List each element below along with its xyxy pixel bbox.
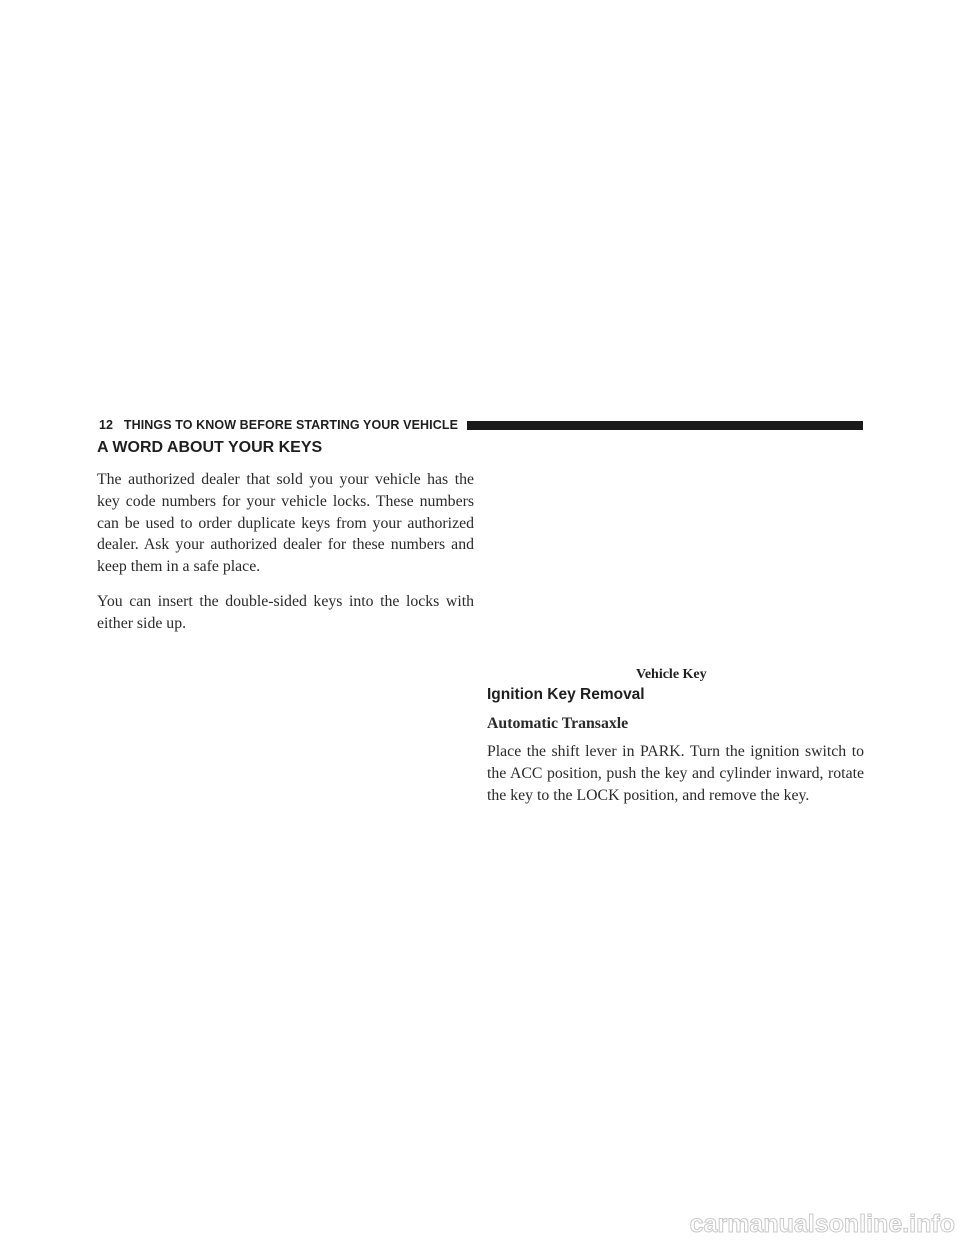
right-column (487, 741, 864, 819)
header-title: THINGS TO KNOW BEFORE STARTING YOUR VEHICLE (123, 418, 459, 432)
left-column (97, 469, 474, 648)
paragraph: You can insert the double-sided keys into the locks with either side up. (97, 592, 474, 632)
running-header (99, 417, 863, 433)
subsection-heading: Ignition Key Removal (487, 686, 645, 703)
figure-caption: Vehicle Key (636, 667, 707, 682)
header-text (99, 417, 458, 433)
subsubsection-heading: Automatic Transaxle (487, 715, 629, 732)
paragraph: The authorized dealer that sold you your vehicle has the key code numbers for your vehicle locks. These numbers can be used to order duplicate keys from your authorized dealer. Ask your authorized dealer for these numbers and keep them in a safe place. (97, 471, 474, 576)
header-rule (467, 421, 863, 430)
page-number: 12 (99, 418, 114, 432)
paragraph: Place the shift lever in PARK. Turn the ignition switch to the ACC position, push the key and cylinder inward, rotate the key to the LOCK position, and remove the key. (487, 743, 864, 804)
watermark-text: carmanualsonline.info (689, 1212, 955, 1238)
watermark (0, 1212, 960, 1240)
section-heading: A WORD ABOUT YOUR KEYS (97, 439, 323, 456)
